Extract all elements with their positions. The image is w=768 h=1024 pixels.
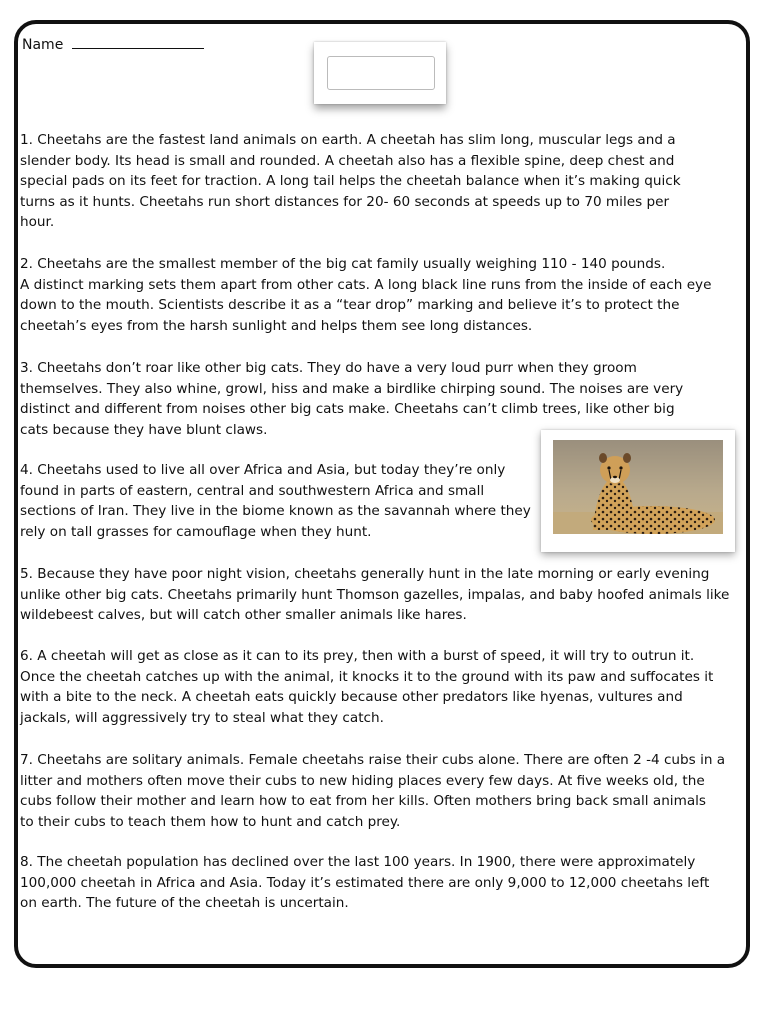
paragraph-line: jackals, will aggressively try to steal what they catch. [20, 709, 384, 726]
paragraph-1 [20, 130, 748, 233]
cheetah-photo-frame [541, 430, 735, 552]
paragraph-4 [20, 460, 540, 542]
paragraph-8 [20, 852, 748, 914]
paragraph-line: turns as it hunts. Cheetahs run short distances for 20- 60 seconds at speeds up to 70 miles per [20, 193, 670, 210]
title-box [327, 56, 435, 90]
paragraph-line: with a bite to the neck. A cheetah eats quickly because other predators like hyenas, vultures and [20, 689, 683, 706]
paragraph-line: cheetah’s eyes from the harsh sunlight and helps them see long distances. [20, 317, 533, 334]
paragraph-line: distinct and different from noises other big cats make. Cheetahs can’t climb trees, like other big [20, 401, 675, 418]
paragraph-line: cubs follow their mother and learn how to eat from her kills. Often mothers bring back small animals [20, 793, 707, 810]
paragraph-line: 100,000 cheetah in Africa and Asia. Today it’s estimated there are only 9,000 to 12,000 cheetahs left [20, 874, 710, 891]
paragraph-line: down to the mouth. Scientists describe it as a “tear drop” marking and believe it’s to protect the [20, 297, 680, 314]
paragraph-5 [20, 564, 748, 626]
paragraph-line: Once the cheetah catches up with the animal, it knocks it to the ground with its paw and suffocates it [20, 668, 714, 685]
paragraph-line: unlike other big cats. Cheetahs primarily hunt Thomson gazelles, impalas, and baby hoofed animals like [20, 586, 730, 603]
name-label: Name [22, 37, 64, 53]
paragraph-line: 3. Cheetahs don’t roar like other big cats. They do have a very loud purr when they groom [20, 360, 637, 376]
paragraph-line: slender body. Its head is small and rounded. A cheetah also has a flexible spine, deep chest and [20, 152, 675, 169]
title-card [314, 42, 446, 104]
cheetah-photo [553, 440, 723, 534]
paragraph-line: hour. [20, 214, 55, 231]
paragraph-2 [20, 254, 748, 336]
paragraph-line: 2. Cheetahs are the smallest member of the big cat family usually weighing 110 - 140 pounds. [20, 256, 666, 272]
paragraph-line: A distinct marking sets them apart from other cats. A long black line runs from the inside of each eye [20, 276, 712, 293]
paragraph-line: 7. Cheetahs are solitary animals. Female cheetahs raise their cubs alone. There are often 2 -4 cubs in a [20, 752, 726, 768]
paragraph-line: cats because they have blunt claws. [20, 421, 268, 438]
paragraph-line: found in parts of eastern, central and southwestern Africa and small [20, 482, 485, 499]
paragraph-line: on earth. The future of the cheetah is uncertain. [20, 895, 349, 912]
paragraph-3 [20, 358, 748, 440]
paragraph-line: to their cubs to teach them how to hunt and catch prey. [20, 813, 401, 830]
paragraph-line: wildebeest calves, but will catch other smaller animals like hares. [20, 607, 467, 624]
paragraph-line: 1. Cheetahs are the fastest land animals on earth. A cheetah has slim long, muscular legs and a [20, 132, 676, 148]
paragraph-line: themselves. They also whine, growl, hiss and make a birdlike chirping sound. The noises are very [20, 380, 684, 397]
paragraph-6 [20, 646, 748, 728]
paragraph-line: 8. The cheetah population has declined over the last 100 years. In 1900, there were approximately [20, 854, 696, 870]
paragraph-line: litter and mothers often move their cubs to new hiding places every few days. At five weeks old, the [20, 772, 705, 789]
paragraph-line: 5. Because they have poor night vision, cheetahs generally hunt in the late morning or early evening [20, 566, 710, 582]
paragraph-line: special pads on its feet for traction. A long tail helps the cheetah balance when it’s making quick [20, 173, 681, 190]
paragraph-line: rely on tall grasses for camouflage when they hunt. [20, 523, 372, 540]
paragraph-line: 6. A cheetah will get as close as it can to its prey, then with a burst of speed, it will try to outrun it. [20, 648, 695, 664]
name-blank-line[interactable] [72, 36, 204, 49]
paragraph-line: sections of Iran. They live in the biome known as the savannah where they [20, 503, 531, 520]
paragraph-7 [20, 750, 748, 832]
name-field[interactable] [22, 36, 204, 54]
paragraph-line: 4. Cheetahs used to live all over Africa and Asia, but today they’re only [20, 462, 506, 478]
